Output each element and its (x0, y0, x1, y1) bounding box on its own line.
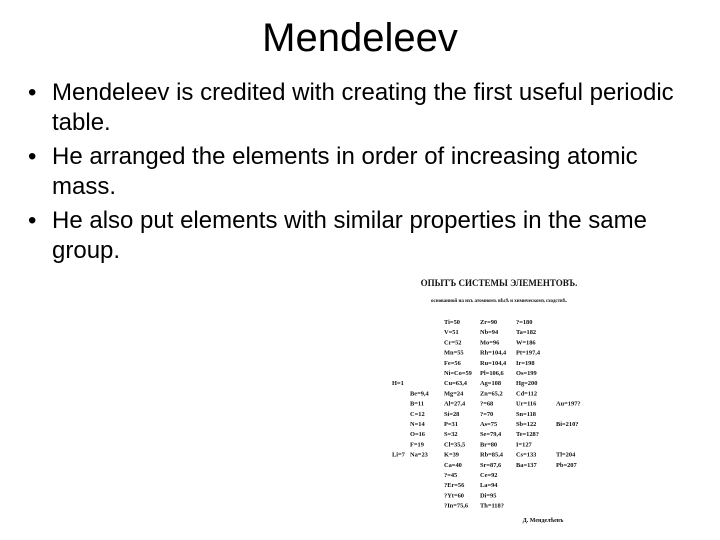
table-cell: Si=28 (444, 410, 460, 418)
bullet-item (28, 206, 708, 266)
table-cell: Sb=122 (516, 421, 537, 428)
table-cell: Be=9,4 (410, 390, 429, 398)
slide-title: Mendeleev (262, 16, 458, 60)
table-cell: Na=23 (410, 451, 428, 459)
table-cell: Ni=Co=59 (444, 370, 472, 377)
table-cell: K=39 (444, 451, 460, 459)
table-cell: Mg=24 (444, 390, 464, 398)
table-cell: Tl=204 (556, 451, 576, 459)
table-cell: Al=27,4 (444, 400, 466, 408)
table-cell: Pl=106,6 (480, 370, 504, 377)
bullet-list (28, 78, 708, 270)
table-cell: Nb=94 (480, 329, 499, 337)
table-cell: Zr=90 (480, 319, 498, 326)
bullet-dot-icon: • (28, 207, 37, 234)
table-heading: ОПЫТЪ СИСТЕМЫ ЭЛЕМЕНТОВЪ. (420, 278, 578, 288)
table-cell: Ag=108 (480, 380, 502, 388)
table-cell: Hg=200 (516, 380, 538, 388)
table-cell: Ru=104,4 (480, 359, 507, 367)
table-cell: Te=128? (516, 431, 539, 439)
table-cell: Ta=182 (516, 329, 537, 337)
table-cell: Rb=85,4 (480, 451, 503, 459)
table-cell: Pt=197,4 (516, 349, 541, 357)
table-cell: O=16 (410, 431, 426, 439)
bullet-text: He arranged the elements in order of increasing atomic mass. (52, 143, 638, 200)
table-cell: C=12 (410, 410, 425, 418)
table-cell: Ba=137 (516, 461, 537, 469)
table-cell: N=14 (410, 421, 425, 428)
table-cell: ?=45 (444, 472, 458, 479)
table-cell: Ur=116 (516, 400, 537, 408)
table-cell: Se=79,4 (480, 431, 502, 439)
table-subheading: основанной на ихъ атомномъ вѣсѣ и химическомъ сходствѣ. (430, 299, 568, 304)
table-cell: ?=68 (480, 400, 494, 408)
table-cell: Bi=210? (556, 421, 579, 428)
table-cell: Rh=104,4 (480, 349, 507, 357)
table-cell: La=94 (480, 482, 498, 490)
table-cell: Pb=207 (556, 461, 577, 469)
table-cell: Fe=56 (444, 359, 461, 367)
table-cell: Ce=92 (480, 472, 498, 479)
table-cell: Ir=198 (516, 359, 535, 367)
bullet-item (28, 142, 708, 202)
table-cell: ?In=75,6 (444, 502, 469, 510)
table-cell: W=186 (516, 339, 536, 347)
table-cell: P=31 (444, 421, 458, 428)
table-rows (392, 319, 581, 510)
table-cell: Li=7 (392, 451, 405, 459)
table-cell: Th=118? (480, 502, 504, 510)
table-signature: Д. Менделѣевъ (522, 518, 564, 524)
mendeleev-table-image (388, 272, 610, 530)
table-cell: Cr=52 (444, 339, 462, 347)
periodic-table-scan (388, 272, 610, 530)
bullet-dot-icon: • (28, 79, 37, 106)
table-cell: V=51 (444, 329, 459, 337)
table-cell: Sn=118 (516, 410, 536, 418)
table-cell: S=32 (444, 431, 458, 439)
table-cell: Os=199 (516, 370, 537, 377)
bullet-dot-icon: • (28, 143, 37, 170)
table-cell: Cd=112 (516, 390, 538, 398)
table-cell: I=127 (516, 441, 532, 449)
table-cell: Ca=40 (444, 461, 462, 469)
table-cell: Zn=65,2 (480, 390, 503, 398)
table-cell: Mn=55 (444, 349, 464, 357)
table-cell: Au=197? (556, 400, 581, 408)
table-cell: ?Yt=60 (444, 492, 464, 500)
bullet-text: Mendeleev is credited with creating the first useful periodic table. (52, 79, 674, 136)
bullet-text: He also put elements with similar properties in the same group. (52, 207, 647, 264)
table-cell: Br=80 (480, 441, 498, 449)
table-cell: Sr=87,6 (480, 461, 502, 469)
table-cell: B=11 (410, 400, 424, 408)
table-cell: Di=95 (480, 492, 497, 500)
table-cell: ?=180 (516, 319, 533, 326)
table-cell: ?=70 (480, 410, 494, 418)
table-cell: H=1 (392, 380, 404, 388)
table-cell: As=75 (480, 421, 498, 428)
table-cell: Cu=63,4 (444, 380, 467, 388)
bullet-item (28, 78, 708, 138)
table-cell: Cl=35,5 (444, 441, 466, 449)
table-cell: ?Er=56 (444, 482, 465, 490)
table-cell: Cs=133 (516, 451, 537, 459)
table-cell: Mo=96 (480, 339, 500, 347)
table-cell: Ti=50 (444, 319, 460, 326)
table-cell: F=19 (410, 441, 424, 449)
